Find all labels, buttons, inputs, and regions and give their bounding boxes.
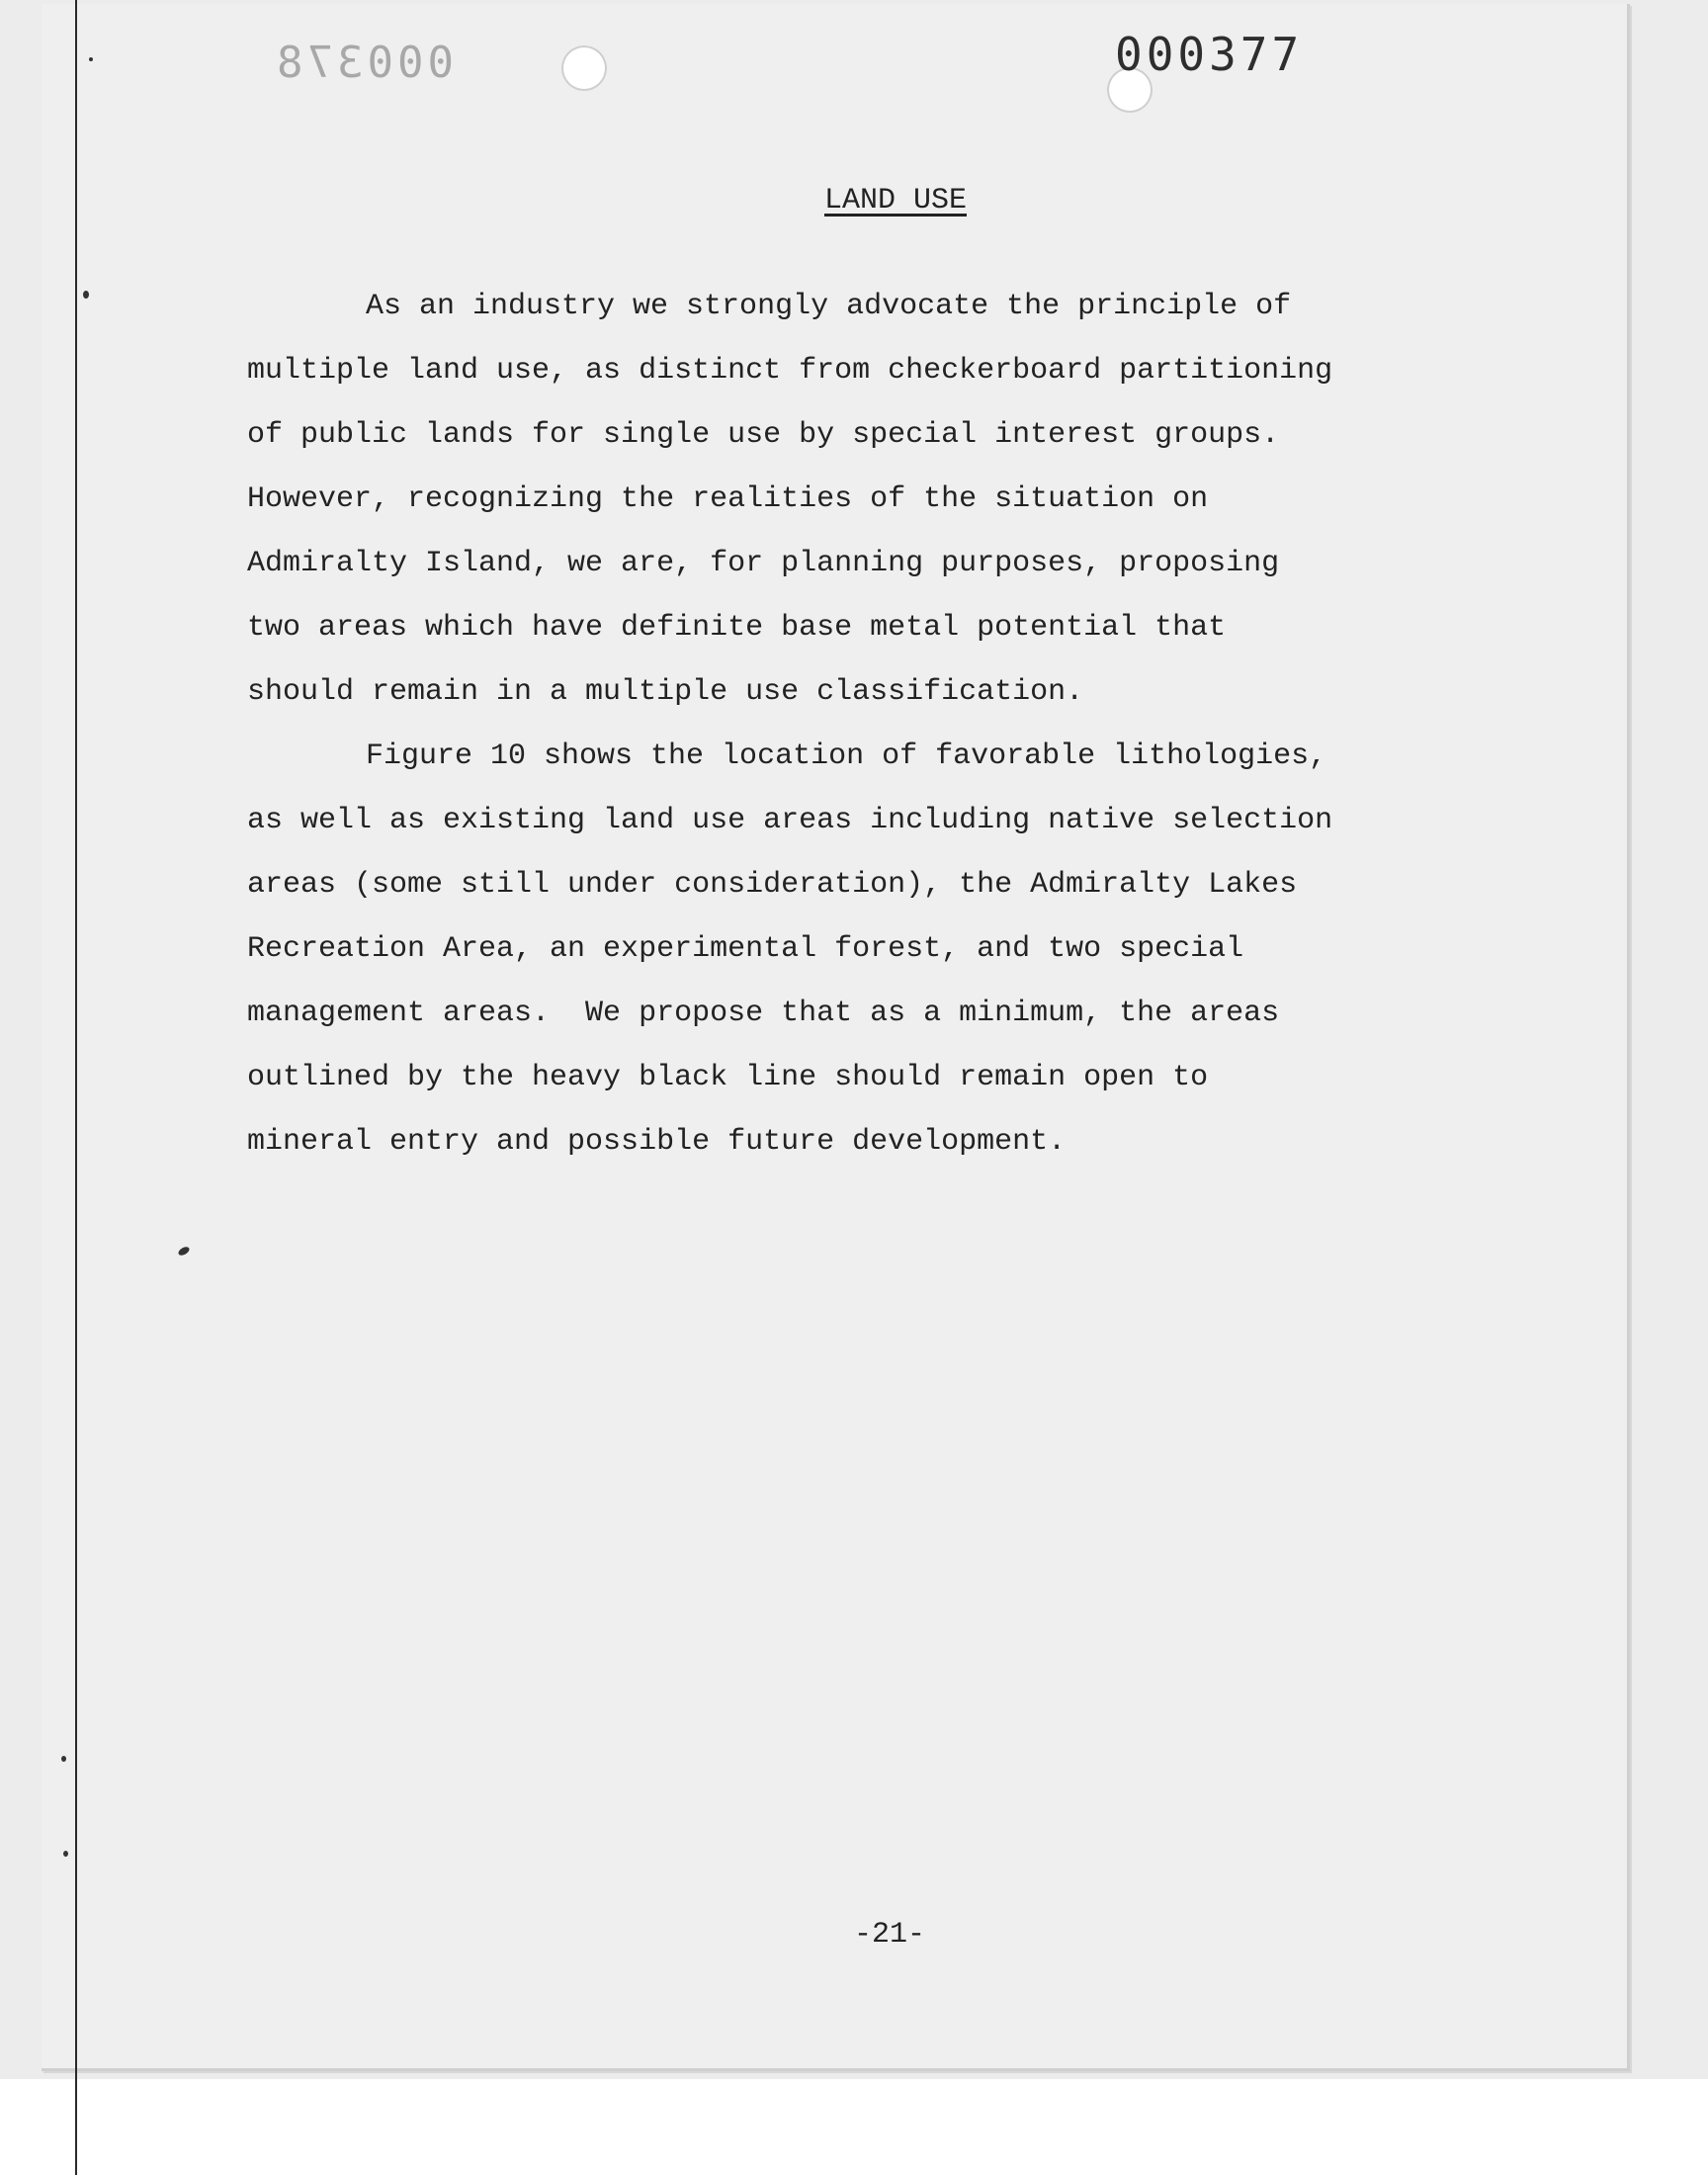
paragraph-line: Recreation Area, an experimental forest, and two special	[247, 932, 1244, 966]
paragraph-line: Figure 10 shows the location of favorable lithologies,	[366, 740, 1327, 773]
scan-speck	[89, 57, 93, 61]
page-title: LAND USE	[823, 184, 968, 218]
paragraph-line: management areas. We propose that as a minimum, the areas	[247, 997, 1280, 1030]
paragraph-line: Admiralty Island, we are, for planning purposes, proposing	[247, 547, 1280, 580]
paragraph-line: However, recognizing the realities of the situation on	[247, 482, 1209, 516]
paragraph-line: as well as existing land use areas including native selection	[247, 804, 1333, 837]
paragraph-line: two areas which have definite base metal potential that	[247, 611, 1227, 645]
document-stamp-number: 000377	[1115, 28, 1304, 81]
binding-edge-line	[75, 0, 77, 2175]
scan-speck	[61, 1756, 66, 1762]
scan-speck	[63, 1851, 68, 1857]
paragraph-line: mineral entry and possible future development.	[247, 1125, 1067, 1159]
paragraph-line: of public lands for single use by special interest groups.	[247, 418, 1280, 452]
scan-speck	[83, 291, 89, 299]
paragraph-line: areas (some still under consideration), the Admiralty Lakes	[247, 868, 1298, 902]
punch-hole-icon	[561, 45, 607, 91]
bleed-through-stamp: 000378	[273, 38, 454, 88]
page-number: -21-	[853, 1918, 925, 1952]
paragraph-line: As an industry we strongly advocate the principle of	[366, 290, 1292, 323]
paragraph-line: multiple land use, as distinct from checkerboard partitioning	[247, 354, 1333, 388]
paragraph-line: outlined by the heavy black line should remain open to	[247, 1061, 1209, 1094]
paragraph-line: should remain in a multiple use classification.	[247, 675, 1084, 709]
body-text	[247, 275, 1483, 1174]
